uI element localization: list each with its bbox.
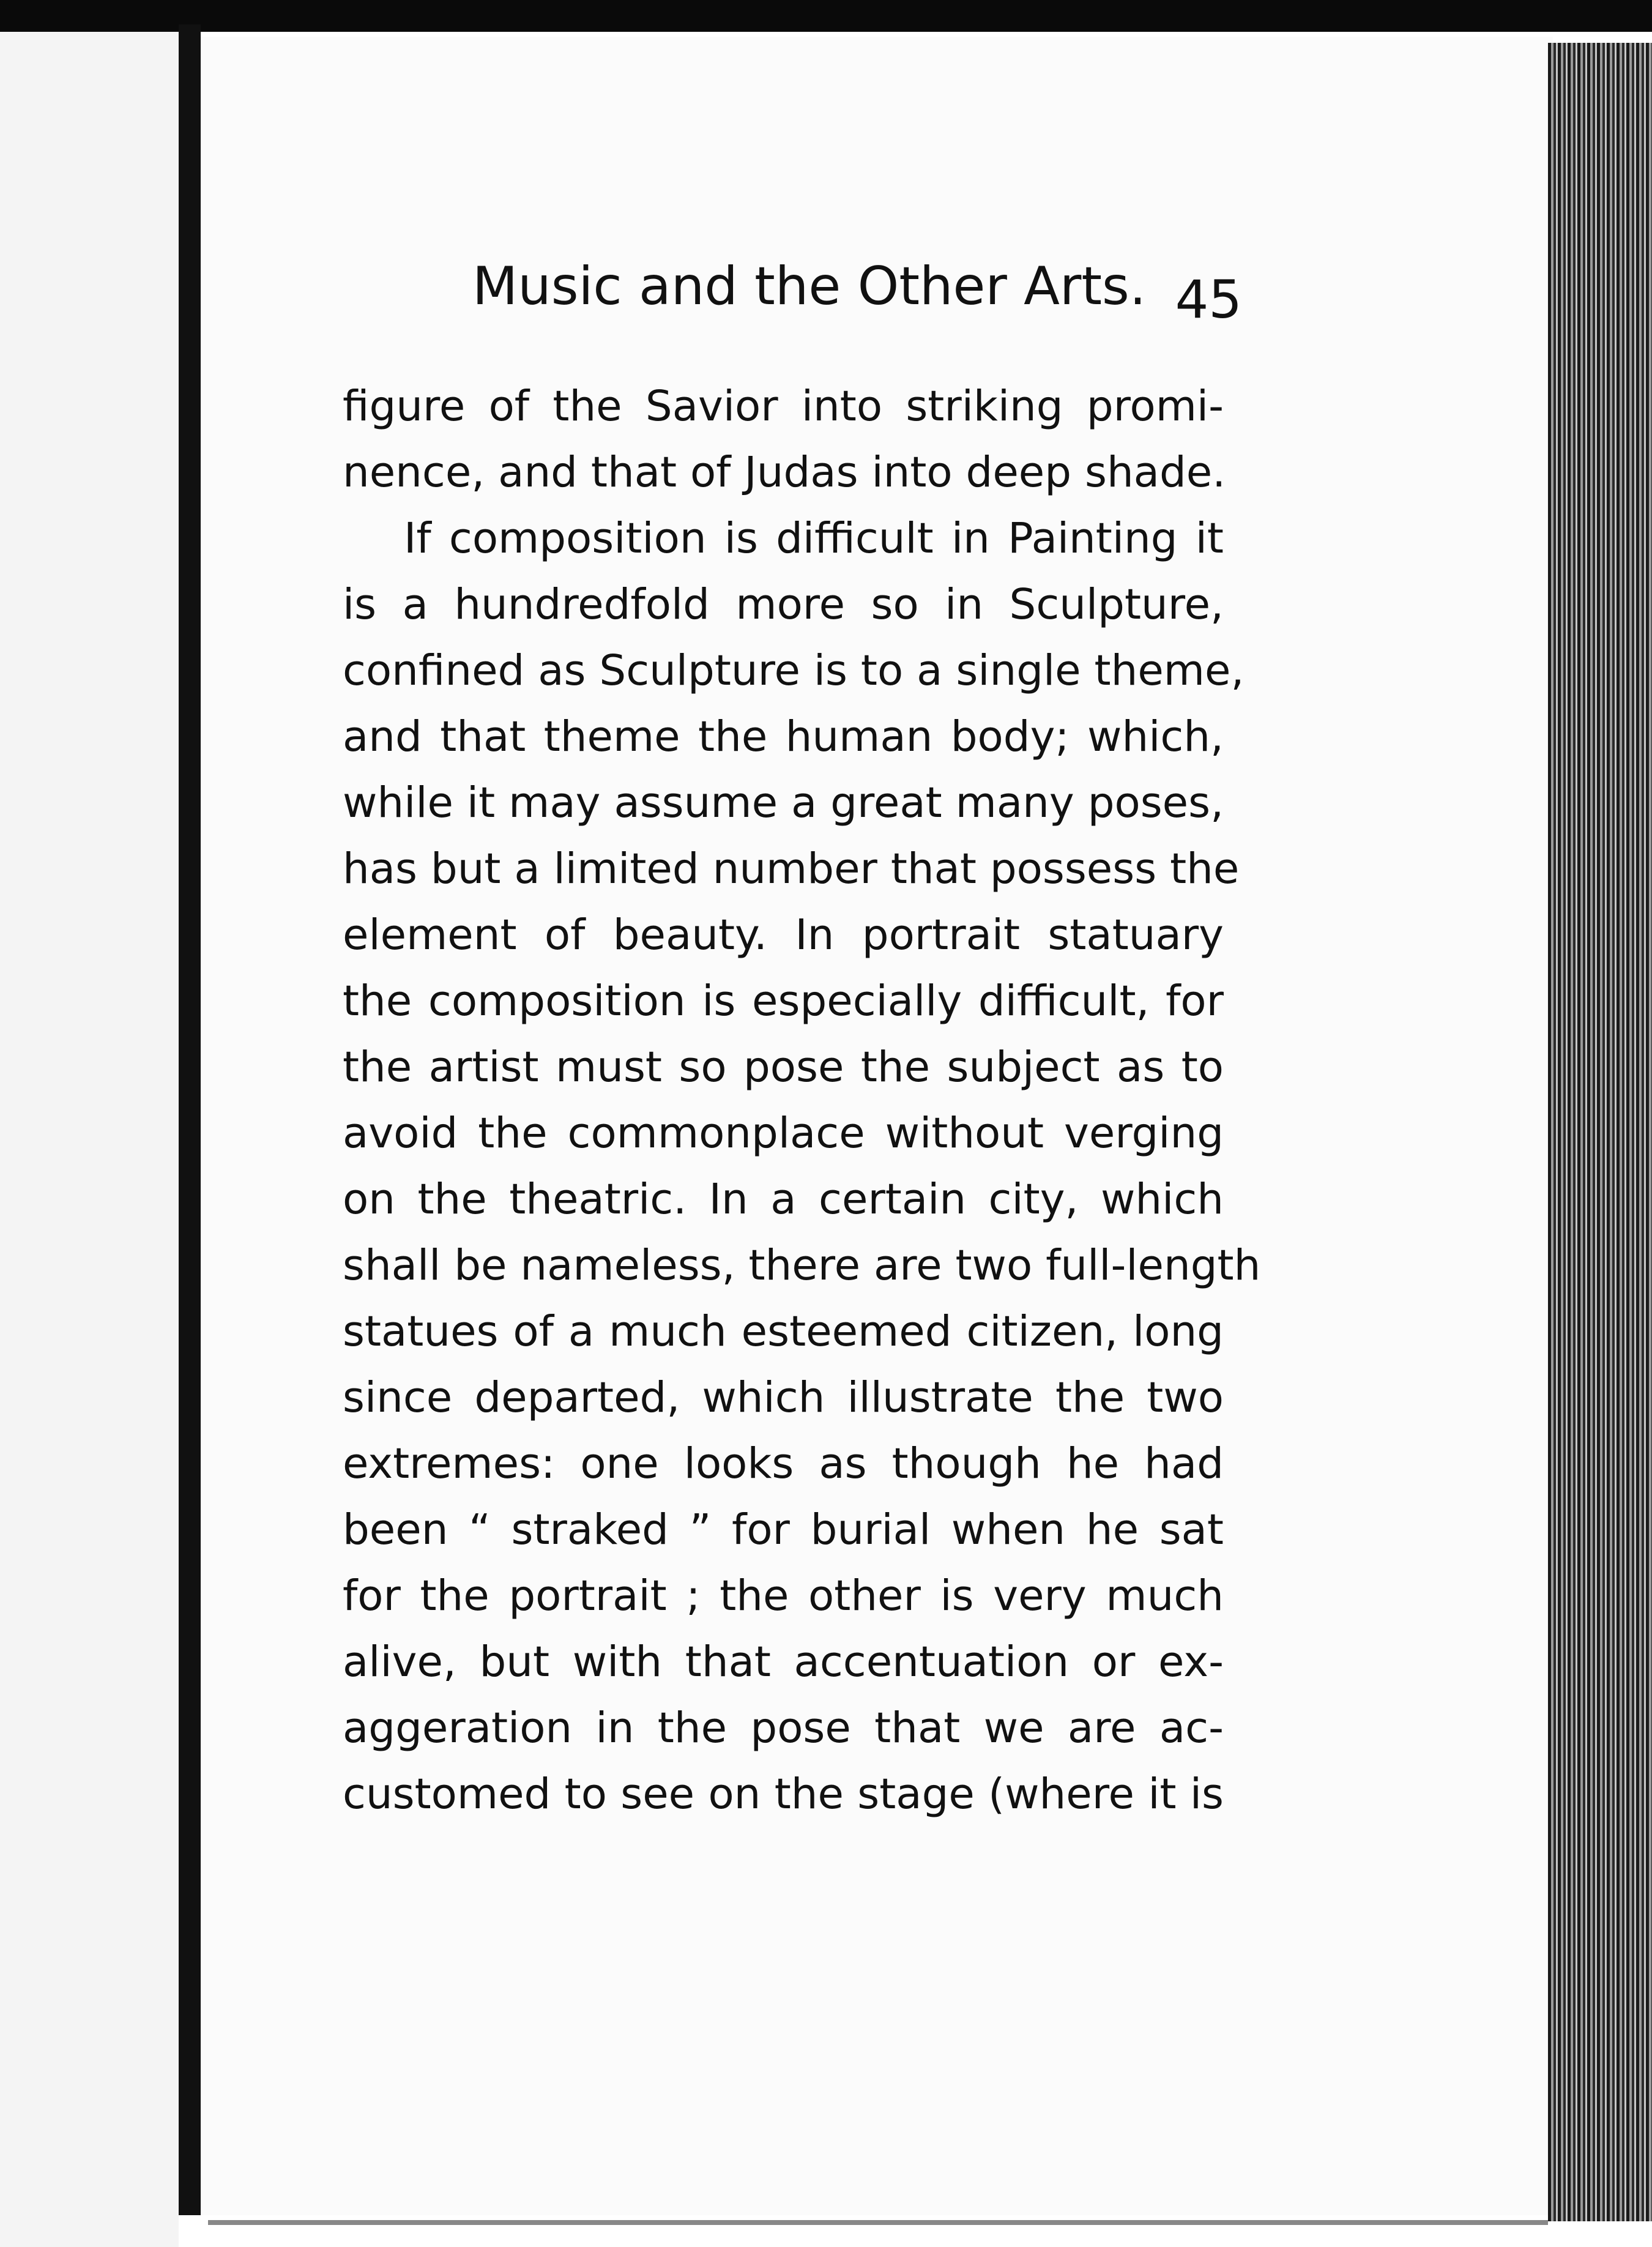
text-line: avoid the commonplace without verging bbox=[343, 1109, 1224, 1158]
text-line: shall be nameless, there are two full-length bbox=[343, 1241, 1261, 1290]
text-line: for the portrait ; the other is very much bbox=[343, 1571, 1224, 1620]
book-gutter bbox=[179, 24, 201, 2215]
page-bottom-edge bbox=[208, 2220, 1548, 2225]
paragraph-first-line: If composition is difficult in Painting it bbox=[404, 514, 1224, 563]
page-edges bbox=[1548, 43, 1652, 2221]
running-head-title: Music and the Other Arts. bbox=[472, 256, 1147, 317]
text-line: the composition is especially difficult, for bbox=[343, 977, 1224, 1026]
text-line: figure of the Savior into striking promi- bbox=[343, 382, 1224, 431]
text-line: while it may assume a great many poses, bbox=[343, 778, 1224, 827]
text-line: the artist must so pose the subject as to bbox=[343, 1043, 1224, 1092]
text-line: aggeration in the pose that we are ac- bbox=[343, 1704, 1224, 1753]
text-line: been “ straked ” for burial when he sat bbox=[343, 1505, 1224, 1554]
text-line: nence, and that of Judas into deep shade. bbox=[343, 448, 1226, 497]
body-text bbox=[343, 373, 1261, 1827]
scan-top-edge bbox=[0, 0, 1652, 32]
text-line: on the theatric. In a certain city, which bbox=[343, 1175, 1224, 1224]
text-line: and that theme the human body; which, bbox=[343, 712, 1224, 761]
facing-page bbox=[0, 32, 179, 2247]
running-head bbox=[465, 256, 1254, 340]
text-line: alive, but with that accentuation or ex- bbox=[343, 1638, 1224, 1686]
text-line: since departed, which illustrate the two bbox=[343, 1373, 1224, 1422]
text-line: customed to see on the stage (where it is bbox=[343, 1770, 1224, 1819]
text-line: element of beauty. In portrait statuary bbox=[343, 911, 1224, 960]
text-line: statues of a much esteemed citizen, long bbox=[343, 1307, 1224, 1356]
text-line: extremes: one looks as though he had bbox=[343, 1439, 1224, 1488]
text-line: has but a limited number that possess the bbox=[343, 844, 1240, 893]
text-line: is a hundredfold more so in Sculpture, bbox=[343, 580, 1224, 629]
text-line: confined as Sculpture is to a single theme, bbox=[343, 646, 1245, 695]
page-number: 45 bbox=[1175, 269, 1242, 330]
